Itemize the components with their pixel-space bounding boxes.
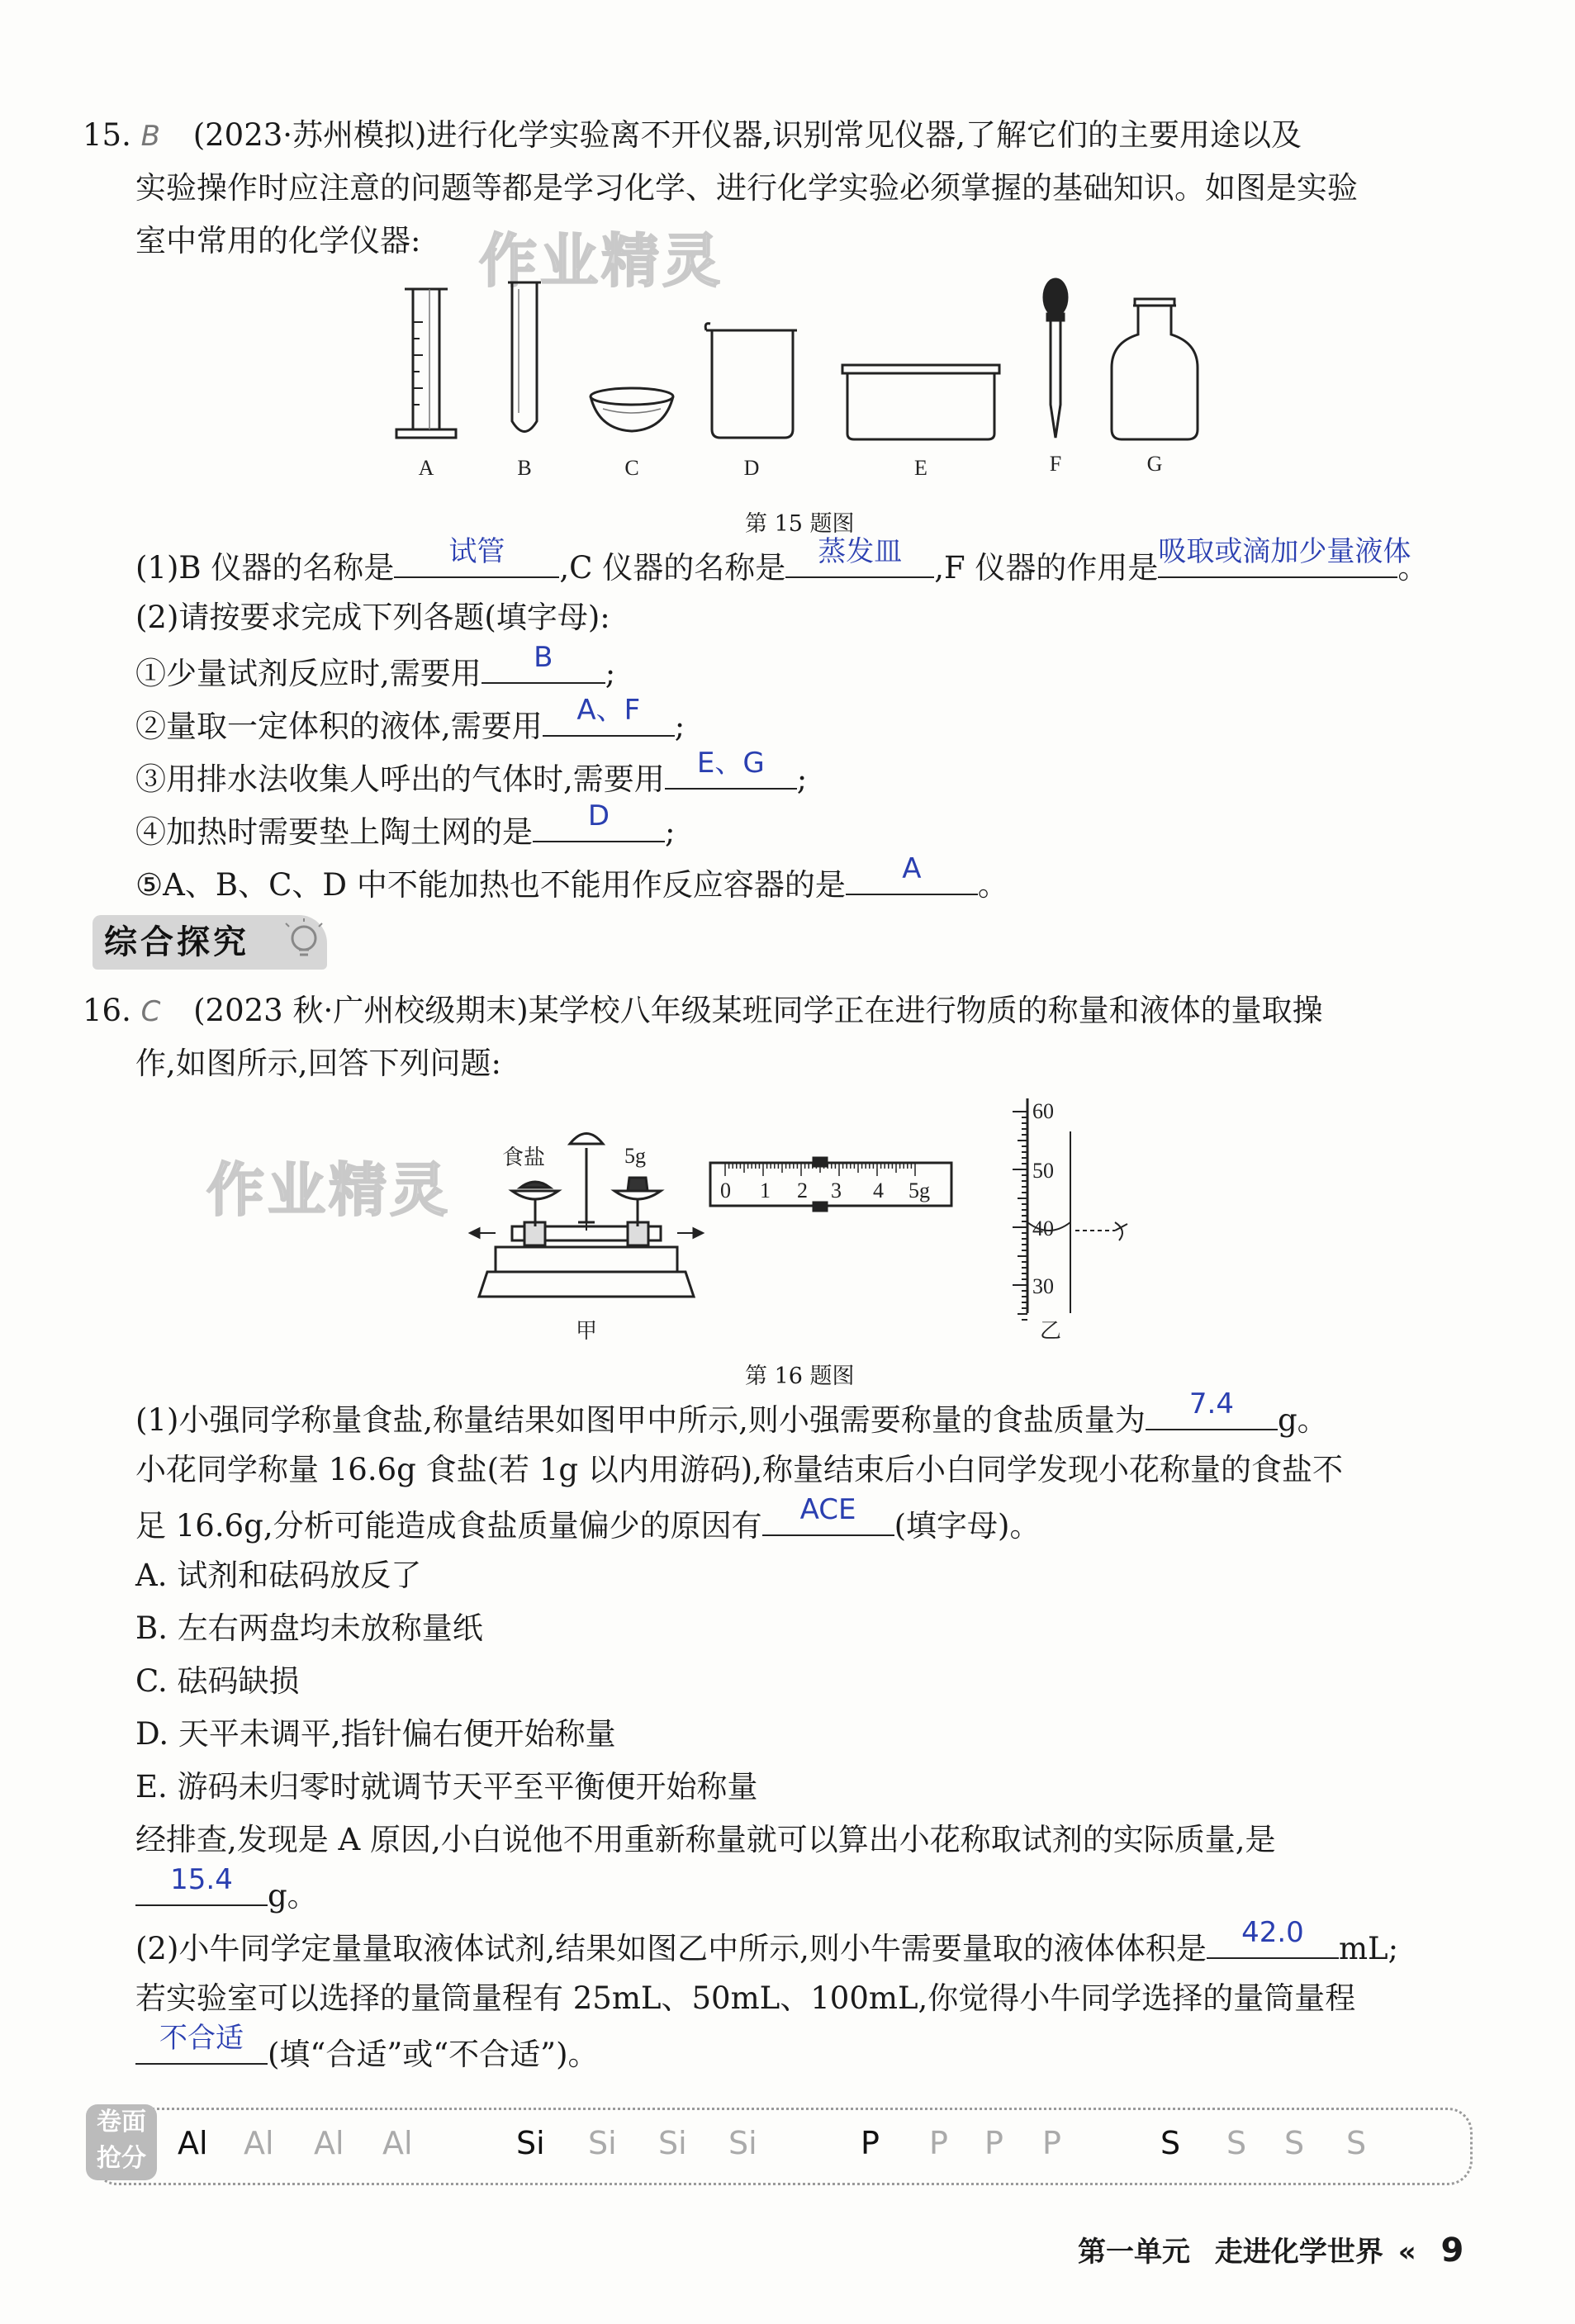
ruler-mark: 1 — [760, 1179, 771, 1202]
q16-line-6 — [135, 1916, 1399, 1969]
label-A: A — [418, 456, 434, 480]
element-symbol: S — [1346, 2125, 1367, 2161]
q15-sub5-text: ⑤A、B、C、D 中不能加热也不能用作反应容器的是 — [135, 867, 846, 903]
punct: 。 — [977, 867, 1008, 903]
dropper-icon — [1044, 279, 1067, 438]
q16-source: (2023 秋·广州校级期末) — [193, 993, 529, 1028]
element-symbol: S — [1226, 2125, 1247, 2161]
element-symbol: Si — [516, 2125, 545, 2161]
q16-caption: 第 16 题图 — [745, 1364, 855, 1389]
q15-level: B — [140, 120, 160, 153]
answer-blank[interactable] — [482, 641, 605, 684]
badge-bottom-text: 抢分 — [97, 2144, 146, 2173]
unit-title: 走进化学世界 — [1214, 2236, 1383, 2269]
answer-text: D — [587, 799, 610, 832]
answer-blank[interactable] — [135, 1863, 268, 1906]
q16-option-a: A. 试剂和砝码放反了 — [135, 1558, 422, 1593]
q16-stem-line-1 — [83, 991, 1323, 1032]
unit: g。 — [1277, 1402, 1328, 1438]
element-symbol: Si — [728, 2125, 757, 2161]
q15-source: (2023·苏州模拟) — [192, 117, 427, 153]
answer-text: 不合适 — [159, 2022, 244, 2055]
element-symbol: S — [1160, 2125, 1181, 2161]
punct: ; — [665, 814, 676, 850]
punct: 。 — [1397, 550, 1429, 586]
q15-sub1-text: ①少量试剂反应时,需要用 — [135, 656, 482, 691]
element-symbol: P — [861, 2125, 880, 2161]
evaporating-dish-icon — [591, 388, 673, 431]
q16-line-3-tail: (填字母)。 — [894, 1508, 1041, 1544]
element-symbol: Al — [314, 2125, 344, 2161]
element-symbol: Si — [588, 2125, 617, 2161]
label-C: C — [624, 456, 639, 480]
unit: g。 — [268, 1878, 318, 1914]
q15-part1-text-a: (1)B 仪器的名称是 — [135, 550, 395, 586]
q16-level: C — [140, 995, 161, 1028]
lightbulb-icon — [281, 918, 327, 965]
answer-text: 蒸发皿 — [818, 535, 903, 568]
element-symbol: P — [984, 2125, 1003, 2161]
element-symbol: S — [1284, 2125, 1305, 2161]
ruler-mark: 0 — [720, 1179, 731, 1202]
measuring-cylinder-icon — [1013, 1098, 1127, 1320]
answer-text: B — [534, 641, 553, 674]
answer-blank[interactable] — [135, 2022, 268, 2065]
q15-sub1 — [135, 641, 616, 694]
q16-option-b: B. 左右两盘均未放称量纸 — [135, 1610, 483, 1646]
watermark: 作业精灵 — [206, 1156, 451, 1224]
q15-sub3 — [135, 747, 808, 799]
punct: ; — [796, 761, 808, 797]
q16-figure — [463, 1098, 1140, 1346]
answer-blank[interactable] — [762, 1493, 894, 1536]
label-E: E — [914, 456, 927, 480]
answer-blank[interactable] — [543, 694, 675, 737]
answer-text: E、G — [696, 747, 765, 780]
q16-line-8 — [135, 2022, 599, 2075]
punct: ; — [674, 709, 686, 744]
q16-line-2: 小花同学称量 16.6g 食盐(若 1g 以内用游码),称量结束后小白同学发现小花称量的食盐不 — [135, 1452, 1343, 1487]
element-symbol: Al — [178, 2125, 208, 2161]
graduated-cylinder-icon — [396, 289, 456, 438]
answer-text: 吸取或滴加少量液体 — [1158, 535, 1411, 568]
answer-blank[interactable] — [785, 535, 934, 578]
badge-top-text: 卷面 — [97, 2108, 146, 2137]
label-5g: 5g — [624, 1144, 646, 1168]
label-yi: 乙 — [1039, 1319, 1062, 1343]
answer-blank[interactable] — [1146, 1387, 1278, 1430]
page-number: 9 — [1440, 2232, 1464, 2269]
q15-part2: (2)请按要求完成下列各题(填字母): — [135, 600, 610, 635]
answer-text: 试管 — [448, 535, 505, 568]
answer-text: ACE — [799, 1493, 856, 1526]
q15-sub4-text: ④加热时需要垫上陶土网的是 — [135, 814, 533, 850]
q16-option-d: D. 天平未调平,指针偏右便开始称量 — [135, 1716, 616, 1752]
element-symbol: Al — [382, 2125, 413, 2161]
water-trough-icon — [842, 365, 999, 439]
beaker-icon — [705, 324, 797, 438]
q16-line-6-text: (2)小牛同学定量量取液体试剂,结果如图乙中所示,则小牛需要量取的液体体积是 — [135, 1931, 1207, 1966]
q16-option-c: C. 砝码缺损 — [135, 1663, 300, 1699]
q15-stem-text-1: 进行化学实验离不开仪器,识别常见仪器,了解它们的主要用途以及 — [426, 117, 1302, 153]
answer-text: A、F — [576, 694, 641, 727]
q16-stem-line-2: 作,如图所示,回答下列问题: — [135, 1046, 501, 1081]
reagent-bottle-icon — [1112, 299, 1198, 439]
label-jia: 甲 — [575, 1319, 598, 1343]
answer-text: A — [902, 852, 922, 885]
q15-part1-text-b: ,C 仪器的名称是 — [559, 550, 786, 586]
q15-sub2 — [135, 694, 686, 747]
element-symbol: Si — [658, 2125, 687, 2161]
q16-line-5 — [135, 1863, 318, 1916]
ruler-mark: 5g — [908, 1179, 930, 1202]
q16-option-e: E. 游码未归零时就调节天平至平衡便开始称量 — [135, 1769, 758, 1805]
q15-number: 15. — [83, 117, 131, 153]
answer-blank[interactable] — [394, 535, 559, 578]
practice-badge — [86, 2104, 157, 2180]
q16-line-8-tail: (填“合适”或“不合适”)。 — [268, 2037, 599, 2072]
q16-number: 16. — [83, 993, 131, 1028]
q15-figure — [380, 273, 1239, 487]
q16-line-4: 经排查,发现是 A 原因,小白说他不用重新称量就可以算出小花称取试剂的实际质量,是 — [135, 1822, 1276, 1857]
test-tube-icon — [508, 282, 541, 432]
watermark: 作业精灵 — [479, 227, 723, 295]
answer-blank[interactable] — [533, 799, 665, 842]
q15-sub3-text: ③用排水法收集人呼出的气体时,需要用 — [135, 761, 665, 797]
q15-part1-text-c: ,F 仪器的作用是 — [934, 550, 1159, 586]
q15-part1 — [135, 535, 1429, 588]
q15-stem-line-3: 室中常用的化学仪器: — [135, 223, 421, 258]
ruler-mark: 3 — [831, 1179, 842, 1202]
ruler-mark: 2 — [797, 1179, 808, 1202]
answer-text: 42.0 — [1241, 1916, 1304, 1949]
q16-line-3 — [135, 1493, 1041, 1546]
handwriting-practice-strip — [93, 2108, 1473, 2185]
label-D: D — [743, 456, 760, 480]
answer-text: 7.4 — [1188, 1387, 1234, 1420]
q15-caption: 第 15 题图 — [745, 511, 855, 537]
section-title: 综合探究 — [93, 915, 327, 970]
answer-blank[interactable] — [846, 852, 978, 895]
element-symbol: Al — [244, 2125, 274, 2161]
label-B: B — [517, 456, 532, 480]
element-symbol: P — [1042, 2125, 1061, 2161]
q15-sub4 — [135, 799, 676, 852]
page-footer — [1078, 2232, 1464, 2271]
q16-line-7: 若实验室可以选择的量筒量程有 25mL、50mL、100mL,你觉得小牛同学选择的量筒量程 — [135, 1980, 1356, 2016]
element-symbol: P — [929, 2125, 948, 2161]
label-G: G — [1146, 452, 1163, 476]
answer-text: 15.4 — [170, 1863, 233, 1896]
chevron-left-icon: « — [1397, 2236, 1416, 2269]
punct: ; — [605, 656, 616, 691]
cyl-mark: 60 — [1032, 1099, 1054, 1123]
answer-blank[interactable] — [1158, 535, 1411, 578]
q16-stem-text-1: 某学校八年级某班同学正在进行物质的称量和液体的量取操 — [528, 993, 1323, 1028]
cyl-mark: 30 — [1032, 1274, 1054, 1298]
answer-blank[interactable] — [1207, 1916, 1339, 1959]
q15-stem-line-1 — [83, 116, 1302, 156]
q15-stem-line-2: 实验操作时应注意的问题等都是学习化学、进行化学实验必须掌握的基础知识。如图是实验 — [135, 170, 1358, 206]
label-F: F — [1049, 452, 1062, 476]
q16-line-1-text: (1)小强同学称量食盐,称量结果如图甲中所示,则小强需要称量的食盐质量为 — [135, 1402, 1146, 1438]
unit: mL; — [1338, 1931, 1399, 1966]
q15-sub5 — [135, 852, 1008, 905]
answer-blank[interactable] — [665, 747, 797, 790]
cyl-mark: 40 — [1032, 1217, 1054, 1240]
cyl-mark: 50 — [1032, 1159, 1054, 1183]
unit-label: 第一单元 — [1078, 2236, 1190, 2269]
q15-sub2-text: ②量取一定体积的液体,需要用 — [135, 709, 543, 744]
label-salt: 食盐 — [502, 1145, 546, 1169]
q16-line-3-text: 足 16.6g,分析可能造成食盐质量偏少的原因有 — [135, 1508, 762, 1544]
ruler-mark: 4 — [873, 1179, 884, 1202]
q16-line-1 — [135, 1387, 1328, 1440]
